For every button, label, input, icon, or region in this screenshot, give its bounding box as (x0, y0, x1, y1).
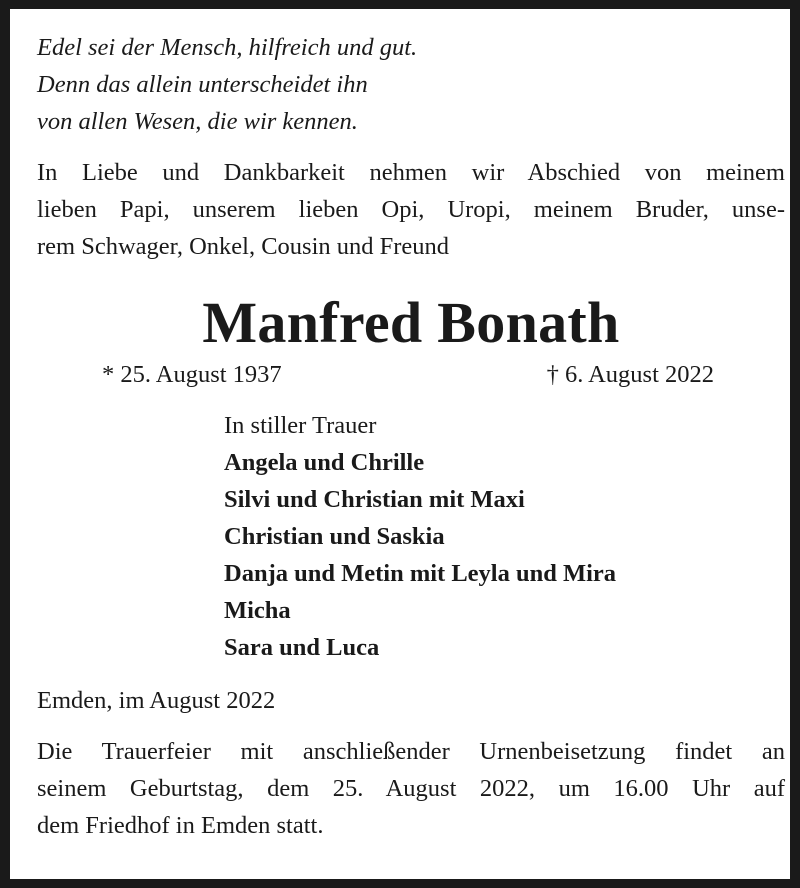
poem-line: von allen Wesen, die wir kennen. (37, 108, 358, 135)
mourner-name: Micha (224, 597, 291, 624)
poem-line: Denn das allein unterscheidet ihn (37, 71, 368, 98)
life-dates (37, 355, 785, 395)
intro-line: lieben Papi, unserem lieben Opi, Uropi, meinem Bruder, unse- (37, 196, 785, 223)
service-line: Die Trauerfeier mit anschließender Urnenbeisetzung findet an (37, 738, 785, 765)
mourner-name: Danja und Metin mit Leyla und Mira (224, 560, 617, 587)
mourner-name: Sara und Luca (224, 634, 380, 661)
service-line: dem Friedhof in Emden statt. (37, 812, 324, 839)
service-line: seinem Geburtstag, dem 25. August 2022, um 16.00 Uhr auf (37, 775, 785, 802)
poem-line: Edel sei der Mensch, hilfreich und gut. (37, 34, 418, 61)
birth-date: * 25. August 1937 (102, 361, 282, 388)
death-date: † 6. August 2022 (546, 361, 714, 388)
place-date: Emden, im August 2022 (37, 687, 276, 714)
obituary-content (37, 29, 785, 844)
mourners-block (224, 407, 785, 666)
intro-text (37, 154, 785, 265)
intro-line: In Liebe und Dankbarkeit nehmen wir Abschied von meinem (37, 159, 785, 186)
mourner-name: Silvi und Christian mit Maxi (224, 486, 525, 513)
deceased-name: Manfred Bonath (202, 290, 620, 355)
mourning-lead: In stiller Trauer (224, 412, 377, 439)
funeral-service-info (37, 733, 785, 844)
mourner-name: Christian und Saskia (224, 523, 445, 550)
poem-quote (37, 29, 785, 140)
mourner-name: Angela und Chrille (224, 449, 425, 476)
intro-line: rem Schwager, Onkel, Cousin und Freund (37, 233, 450, 260)
